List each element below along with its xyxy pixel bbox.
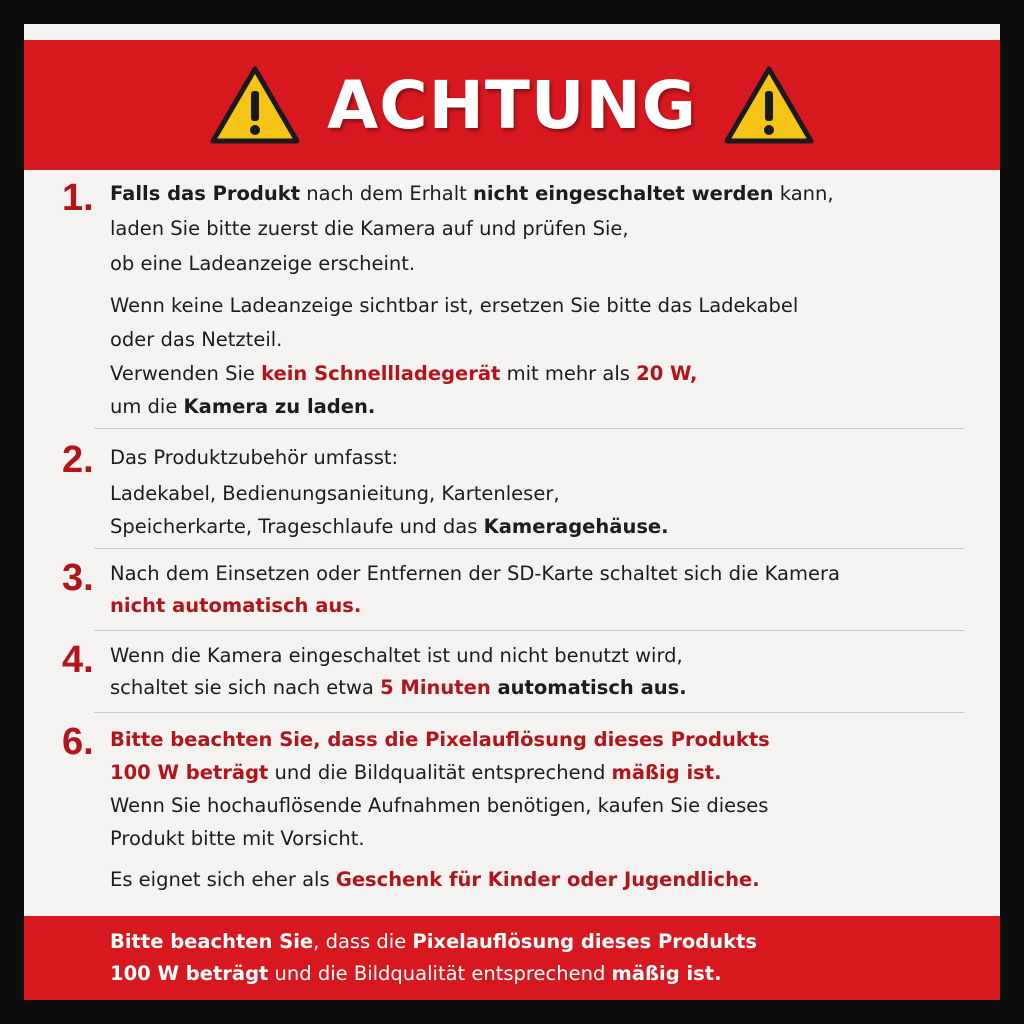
item-1-line-4: Wenn keine Ladeanzeige sichtbar ist, ersetzen Sie bitte das Ladekabel [110, 294, 799, 317]
item-2-line-1: Das Produktzubehör umfasst: [110, 446, 399, 469]
item-1-line-5: oder das Netzteil. [110, 328, 283, 351]
item-6-line-2: 100 W beträgt und die Bildqualität entsprechend mäßig ist. [110, 761, 722, 784]
divider [94, 428, 964, 429]
item-4-line-2: schaltet sie sich nach etwa 5 Minuten automatisch aus. [110, 676, 687, 699]
footer-banner [24, 916, 1000, 1000]
item-6-line-1: Bitte beachten Sie, dass die Pixelauflösung dieses Produkts [110, 728, 770, 751]
item-3-line-2: nicht automatisch aus. [110, 594, 362, 617]
item-1-line-3: ob eine Ladeanzeige erscheint. [110, 252, 416, 275]
item-number: 6. [62, 721, 94, 763]
item-1-line-7: um die Kamera zu laden. [110, 395, 376, 418]
item-1-line-6: Verwenden Sie kein Schnellladegerät mit mehr als 20 W, [110, 362, 698, 385]
item-number: 2. [62, 439, 94, 481]
header-banner [24, 40, 1000, 170]
divider [94, 630, 964, 631]
item-4-line-1: Wenn die Kamera eingeschaltet ist und nicht benutzt wird, [110, 644, 683, 667]
item-2-line-3: Speicherkarte, Trageschlaufe und das Kameragehäuse. [110, 515, 669, 538]
warning-triangle-icon [209, 65, 301, 145]
divider [94, 548, 964, 549]
item-3-line-1: Nach dem Einsetzen oder Entfernen der SD-Karte schaltet sich die Kamera [110, 562, 840, 585]
warning-triangle-icon [723, 65, 815, 145]
item-1-line-1: Falls das Produkt nach dem Erhalt nicht eingeschaltet werden kann, [110, 182, 834, 205]
divider [94, 712, 964, 713]
item-1-line-2: laden Sie bitte zuerst die Kamera auf und prüfen Sie, [110, 217, 629, 240]
footer-line-1: Bitte beachten Sie, dass die Pixelauflösung dieses Produkts [110, 930, 758, 953]
item-6-line-4: Produkt bitte mit Vorsicht. [110, 827, 365, 850]
item-2-line-2: Ladekabel, Bedienungsanieitung, Kartenleser, [110, 482, 560, 505]
footer-line-2: 100 W beträgt und die Bildqualität entsprechend mäßig ist. [110, 962, 722, 985]
item-number: 4. [62, 639, 94, 681]
item-number: 3. [62, 557, 94, 599]
item-number: 1. [62, 177, 94, 219]
item-6-line-5: Es eignet sich eher als Geschenk für Kinder oder Jugendliche. [110, 868, 760, 891]
warning-notice-card [24, 24, 1000, 1000]
item-6-line-3: Wenn Sie hochauflösende Aufnahmen benötigen, kaufen Sie dieses [110, 794, 769, 817]
page-title: ACHTUNG [327, 66, 697, 144]
